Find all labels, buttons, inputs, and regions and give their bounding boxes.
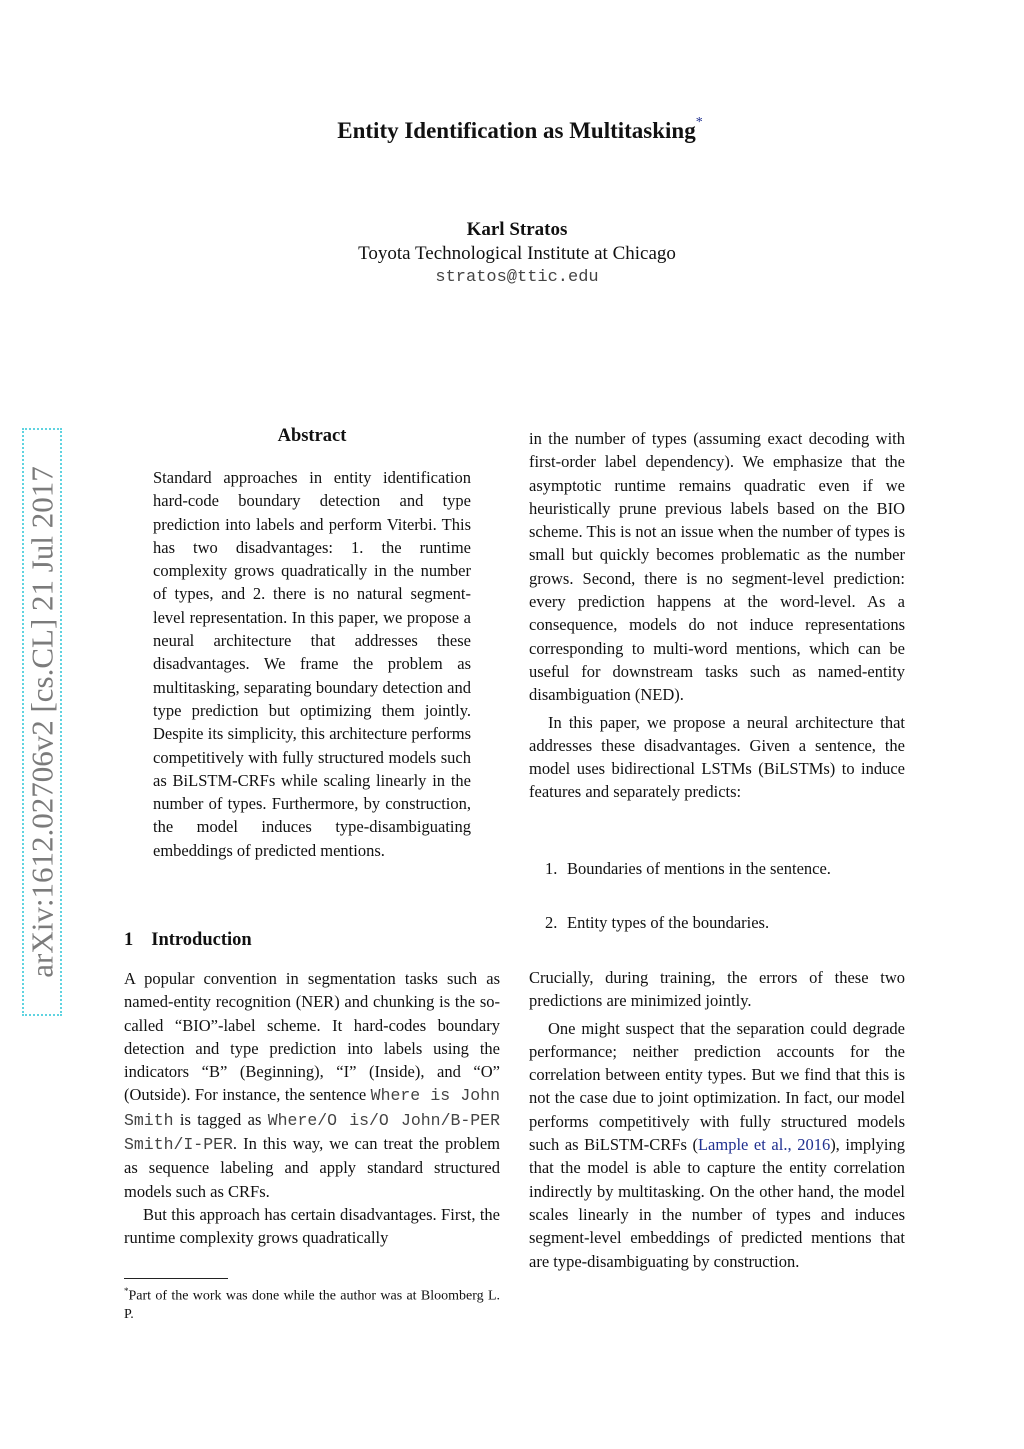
right-column-top (529, 427, 905, 804)
footnote-text: Part of the work was done while the author was at Bloomberg L. P. (124, 1288, 500, 1322)
author-block (0, 218, 1024, 290)
citation-author: Lample et al. (697, 1135, 788, 1155)
intro-p5-text-b: ), implying that the model is able to capture the entity correlation indirectly by multitasking. On the other hand, the model scales linearly in the number of types and induces segment-level embeddings of predicted mentions that are type-disambiguating by construction. (529, 1135, 905, 1271)
citation-separator: , (787, 1135, 798, 1155)
section-heading (124, 930, 252, 951)
author-email: stratos@ttic.edu (435, 268, 599, 287)
section-title: Introduction (151, 930, 252, 950)
intro-paragraph-2: But this approach has certain disadvantages. First, the runtime complexity grows quadratically (124, 1204, 500, 1248)
list-item (545, 857, 831, 880)
code-tagged-sentence: Where/O is/O John/B-PER Smith/I-PER (124, 1110, 500, 1155)
citation-link[interactable] (698, 1135, 830, 1154)
list-item-text: Entity types of the boundaries. (567, 913, 770, 932)
list-item-number: 2. (545, 913, 558, 932)
abstract-body (153, 466, 471, 862)
intro-p1-text-c: . In this way, we can treat the problem as sequence labeling and apply standard structured models such as CRFs. (124, 1134, 500, 1201)
abstract-heading: Abstract (277, 426, 347, 446)
list-item (545, 911, 769, 934)
code-sentence: Where is John Smith (124, 1086, 501, 1130)
list-item-number: 1. (545, 859, 558, 878)
author-affiliation: Toyota Technological Institute at Chicago (358, 243, 676, 264)
paper-title (0, 115, 1024, 144)
abstract-text: Standard approaches in entity identification hard-code boundary detection and type prediction into labels and perform Viterbi. This has two disadvantages: 1. the runtime complexity grows quadratically in the number of types, and 2. there is no natural segment-level representation. In this paper, we propose a neural architecture that addresses these disadvantages. We frame the problem as multitasking, separating boundary detection and type prediction but optimizing them jointly. Despite its simplicity, this architecture performs competitively with fully structured models such as BiLSTM-CRFs while scaling linearly in the number of types. Furthermore, by construction, the model induces type-disambiguating embeddings of predicted mentions. (153, 468, 471, 860)
right-column-bottom (529, 966, 905, 1273)
footnote (124, 1282, 500, 1324)
intro-paragraph-1 (124, 967, 500, 1203)
intro-paragraph-5 (529, 1017, 905, 1273)
intro-p1-text-b: is tagged as (179, 1109, 262, 1129)
footnote-mark: * (124, 1286, 129, 1296)
title-text: Entity Identification as Multitasking (337, 118, 696, 143)
left-column-body (124, 967, 500, 1250)
footnote-divider (124, 1278, 228, 1279)
author-name: Karl Stratos (466, 219, 568, 240)
intro-p1-text-a: A popular convention in segmentation tasks such as named-entity recognition (NER) and chunking is the so-called “BIO”-label scheme. It hard-codes boundary detection and type prediction into labels using the indicators “B” (Beginning), “I” (Inside), and “O” (Outside). For instance, the sentence (124, 969, 500, 1105)
arxiv-stamp (22, 428, 62, 1016)
citation-year: 2016 (797, 1135, 831, 1155)
section-number: 1 (124, 930, 134, 950)
intro-paragraph-3: In this paper, we propose a neural architecture that addresses these disadvantages. Given a sentence, the model uses bidirectional LSTMs (BiLSTMs) to induce features and separately predicts: (529, 712, 905, 802)
list-item-text: Boundaries of mentions in the sentence. (567, 859, 831, 878)
intro-p5-text-a: One might suspect that the separation could degrade performance; neither prediction accounts for the correlation between entity types. But we find that this is not the case due to joint optimization. In fact, our model performs competitively with fully structured models such as BiLSTM-CRFs ( (529, 1018, 905, 1155)
intro-paragraph-2-continued: in the number of types (assuming exact decoding with first-order label dependency). We emphasize that the asymptotic runtime remains quadratic even if we heuristically prune previous labels based on the BIO scheme. This is not an issue when the number of types is small but quickly becomes problematic as the number grows. Second, there is no segment-level prediction: every prediction happens at the word-level. As a consequence, models do not induce representations corresponding to multi-word mentions, which can be useful for downstream tasks such as named-entity disambiguation (NED). (529, 429, 905, 705)
title-footnote-mark[interactable]: * (695, 115, 703, 131)
arxiv-stamp-text: arXiv:1612.02706v2 [cs.CL] 21 Jul 2017 (24, 466, 60, 978)
intro-paragraph-4: Crucially, during training, the errors of these two predictions are minimized jointly. (529, 968, 905, 1011)
